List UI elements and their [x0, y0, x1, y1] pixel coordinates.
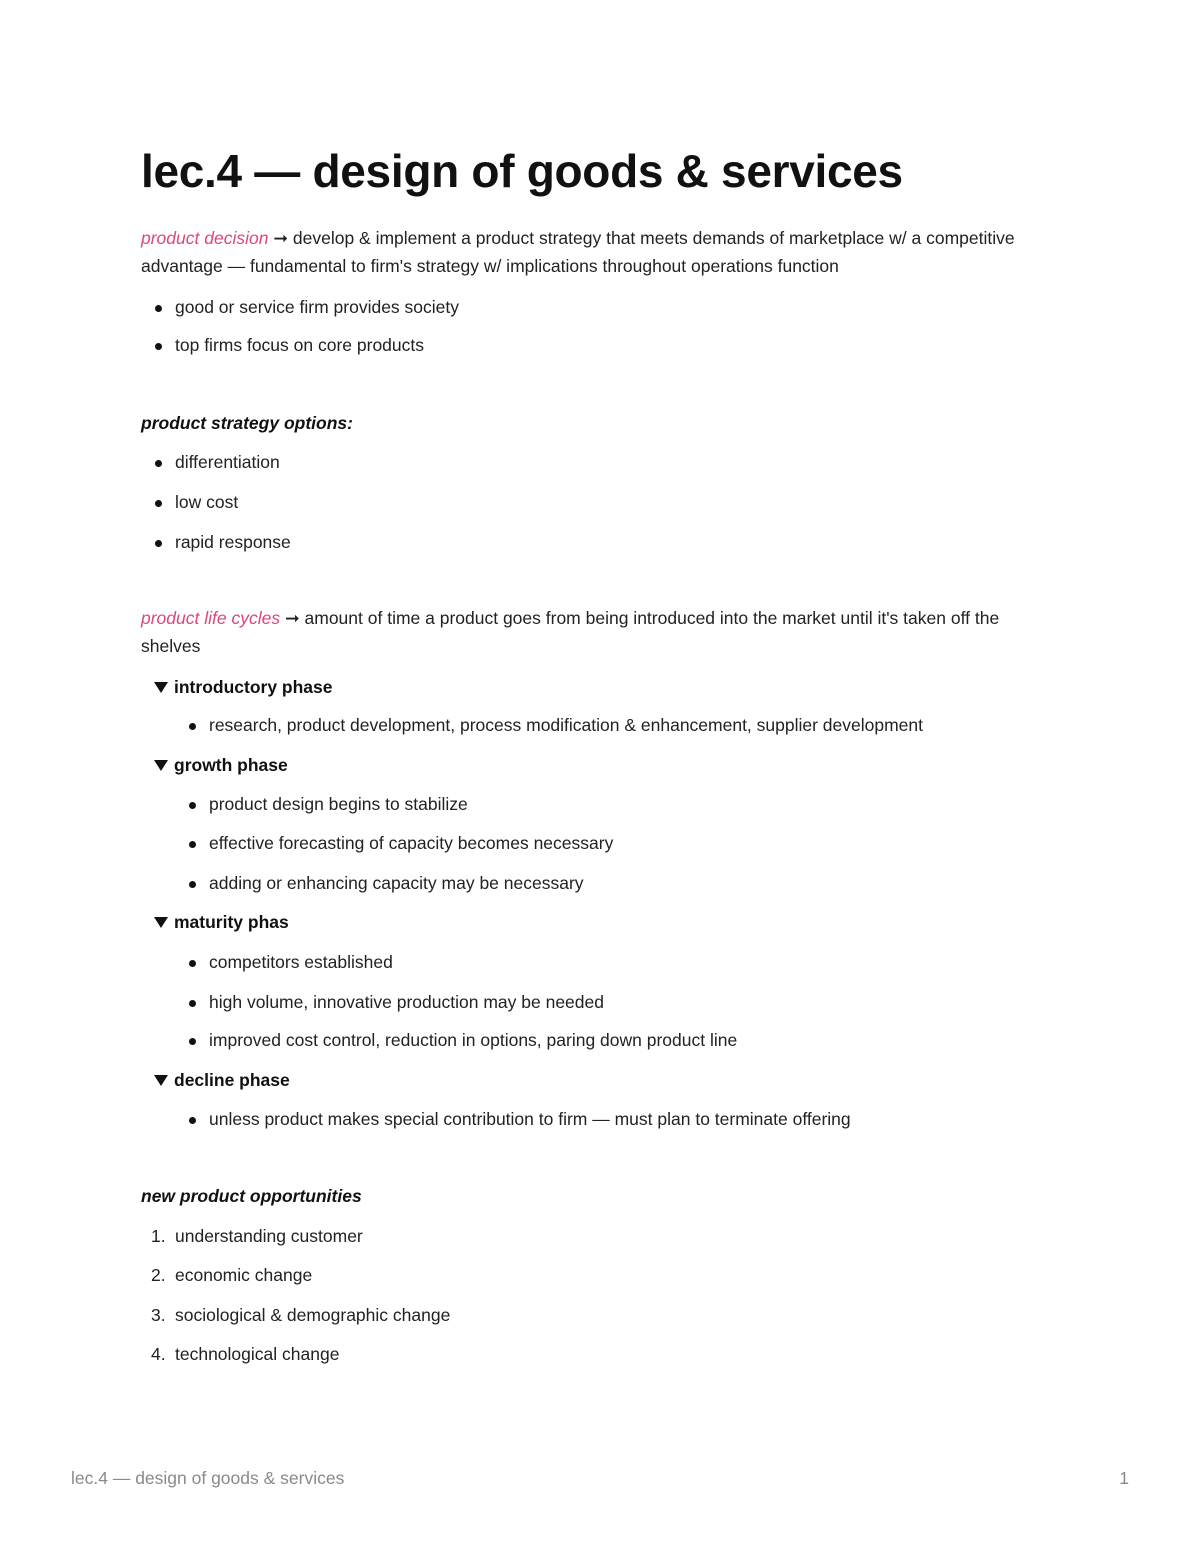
list-item: effective forecasting of capacity becomes necessary — [141, 829, 1041, 857]
triangle-down-icon[interactable] — [154, 760, 168, 771]
toggle-growth-phase[interactable]: growth phase — [141, 751, 1041, 779]
bullet-icon — [155, 500, 162, 507]
bullet-icon — [155, 343, 162, 350]
list-item: top firms focus on core products — [141, 331, 1041, 359]
maturity-phase-list — [141, 948, 1041, 1054]
bullet-icon — [155, 460, 162, 467]
bullet-icon — [189, 723, 196, 730]
strategy-options-heading: product strategy options: — [141, 413, 353, 433]
life-cycles-definition: amount of time a product goes from being introduced into the market until it's taken off the shelves — [141, 608, 1000, 656]
life-cycles-paragraph — [141, 604, 1041, 660]
list-item: research, product development, process modification & enhancement, supplier development — [141, 711, 1041, 739]
triangle-down-icon[interactable] — [154, 682, 168, 693]
triangle-down-icon[interactable] — [154, 1075, 168, 1086]
bullet-icon — [155, 540, 162, 547]
toggle-introductory-phase[interactable]: introductory phase — [141, 673, 1041, 701]
page-title: lec.4 — design of goods & services — [141, 145, 903, 197]
list-item: product design begins to stabilize — [141, 790, 1041, 818]
list-item: 4. technological change — [151, 1344, 340, 1364]
bullet-icon — [189, 841, 196, 848]
bullet-icon — [189, 1000, 196, 1007]
decline-phase-list — [141, 1105, 1041, 1133]
list-item: 3. sociological & demographic change — [151, 1305, 451, 1325]
strategy-options-list — [141, 448, 1041, 556]
bullet-icon — [189, 881, 196, 888]
product-decision-term: product decision — [141, 228, 269, 248]
document-page — [141, 140, 1041, 1368]
list-item: competitors established — [141, 948, 1041, 976]
life-cycles-term: product life cycles — [141, 608, 281, 628]
list-item: improved cost control, reduction in options, paring down product line — [141, 1026, 1041, 1054]
list-item: unless product makes special contribution to firm — must plan to terminate offering — [141, 1105, 1041, 1133]
list-item: 2. economic change — [151, 1265, 313, 1285]
product-decision-list — [141, 293, 1041, 359]
product-decision-definition: develop & implement a product strategy that meets demands of marketplace w/ a competitive advantage — fundamental to firm's strategy w/ implications throughout operations function — [141, 228, 1015, 276]
list-item: good or service firm provides society — [141, 293, 1041, 321]
opportunities-list — [141, 1222, 1041, 1368]
toggle-maturity-phase[interactable]: maturity phas — [141, 908, 1041, 936]
page-number: 1 — [1119, 1468, 1129, 1488]
growth-phase-list — [141, 790, 1041, 897]
arrow-icon: ➞ — [273, 228, 288, 248]
bullet-icon — [189, 1038, 196, 1045]
triangle-down-icon[interactable] — [154, 917, 168, 928]
list-item: adding or enhancing capacity may be necessary — [141, 869, 1041, 897]
arrow-icon: ➞ — [284, 608, 300, 628]
footer-title: lec.4 — design of goods & services — [71, 1468, 345, 1488]
toggle-decline-phase[interactable]: decline phase — [141, 1066, 1041, 1094]
opportunities-heading: new product opportunities — [141, 1186, 362, 1206]
bullet-icon — [155, 305, 162, 312]
bullet-icon — [189, 960, 196, 967]
list-item: 1. understanding customer — [151, 1226, 363, 1246]
product-decision-paragraph — [141, 224, 1041, 280]
list-item: high volume, innovative production may be needed — [141, 988, 1041, 1016]
list-item: rapid response — [141, 528, 1041, 556]
bullet-icon — [189, 802, 196, 809]
list-item: differentiation — [141, 448, 1041, 476]
bullet-icon — [189, 1117, 196, 1124]
introductory-phase-list — [141, 711, 1041, 739]
list-item: low cost — [141, 488, 1041, 516]
